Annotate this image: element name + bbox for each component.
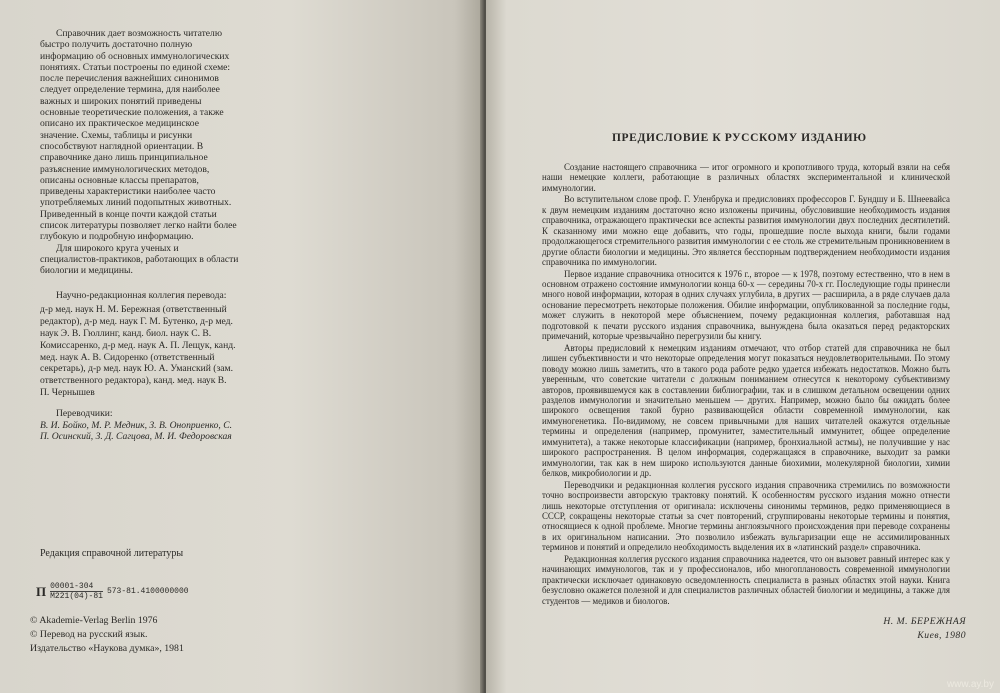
intro-block bbox=[40, 28, 240, 277]
page-title: ПРЕДИСЛОВИЕ К РУССКОМУ ИЗДАНИЮ bbox=[612, 132, 867, 144]
watermark: www.ay.by bbox=[946, 679, 994, 690]
preface-paragraph-4: Авторы предисловий к немецким изданиям отмечают, что отбор статей для справочника не был лишен субъективности и что некоторые определения могут показаться неудовлетворительными. По этому поводу можно лишь заметить, что в такого рода работе редко удается избежать недостатков. Можно быть уверенным, что советские читатели с должным пониманием отнесутся к некоторому субъективизму авторов, проявившемуся как в составлении библиографии, так и в слишком детальном освещении одних разделов иммунологии и значительно меньшем — других. Например, можно было бы ожидать более широкого освещения такой бурно развивающейся области современной иммунологии, как иммуногенетика. По-видимому, не совсем привычными для наших читателей окажутся отдельные термины и определения (например, промунитет, заместительный иммунитет, общее определение иммунитета), а также некоторые классификации (например, бронхиальной астмы), не получившие у нас широкого распространения. В целом информация, содержащаяся в справочнике, выходит за рамки иммунологии, так как в нем широко используются данные биохимии, молекулярной биологии, химии белков, микробиологии и др. bbox=[542, 342, 950, 479]
code-numerator: 00001-304 bbox=[50, 582, 103, 592]
publication-code bbox=[36, 582, 189, 601]
copyright-line-3: Издательство «Наукова думка», 1981 bbox=[30, 643, 184, 654]
code-tail: 573-81.4100000000 bbox=[106, 587, 189, 596]
code-letter: П bbox=[36, 584, 47, 599]
preface-paragraph-3: Первое издание справочника относится к 1976 г., второе — к 1978, поэтому естественно, что в нем в основном отражено состояние иммунологии конца 60-х — середины 70-х гг. Последующие годы принесли много новой информации, которая в одних случаях углубила, в других — расширила, а в ряде случаев дала основание пересмотреть некоторые положения. Обилие информации, опубликованной за последние годы, может служить в некоторой мере объяснением, почему редакционная коллегия, работавшая над подготовкой к печати русского издания справочника, вынуждена была оказаться перед редакторских примечаний, которые чрезвычайно перегрузили бы книгу. bbox=[542, 268, 950, 342]
intro-paragraph-1: Справочник дает возможность читателю быстро получить достаточно полную информацию об основных иммунологических понятиях. Статьи построены по единой схеме: после перечисления важнейших синонимов следует определение термина, для наиболее важных и широких понятий приведены основные теоретические положения, а также описано их практическое медицинское значение. Схемы, таблицы и рисунки способствуют наглядной ориентации. В справочнике дано лишь принципиальное разъяснение иммунологических методов, описаны основные классы препаратов, приведены характеристики наиболее часто употребляемых линий подопытных животных. Приведенный в конце почти каждой статьи список литературы позволяет легко найти более глубокую и подробную информацию. bbox=[40, 28, 237, 243]
preface-paragraph-1: Создание настоящего справочника — итог огромного и кропотливого труда, который взяли на себя наши немецкие коллеги, работающие в различных областях экспериментальной и клинической иммунологии. bbox=[542, 162, 950, 193]
translators-heading: Переводчики: bbox=[56, 407, 113, 419]
signature-name: Н. М. БЕРЕЖНАЯ bbox=[883, 616, 966, 628]
collegium-text: д-р мед. наук Н. М. Бережная (ответственный редактор), д-р мед. наук Г. М. Бутенко, д-р мед. наук Э. В. Гюллинг, канд. биол. наук С. В. Комиссаренко, д-р мед. наук А. П. Лещук, канд. мед. наук А. В. Сидоренко (ответственный секретарь), д-р мед. наук Ю. А. Уманский (зам. ответственного редактора), канд. мед. наук В. П. Чернышев bbox=[40, 304, 236, 398]
editorial-label: Редакция справочной литературы bbox=[40, 548, 184, 559]
copyright-line-1: © Akademie-Verlag Berlin 1976 bbox=[30, 615, 158, 626]
translators-text: В. И. Бойко, М. Р. Медник, З. В. Оноприенко, С. П. Осинский, З. Д. Сагцова, М. И. Федоровская bbox=[40, 419, 233, 443]
signature-place: Киев, 1980 bbox=[917, 630, 966, 642]
signature-block bbox=[542, 615, 966, 643]
intro-paragraph-2: Для широкого круга ученых и специалистов-практиков, работающих в области биологии и медицины. bbox=[40, 242, 239, 277]
preface-paragraph-6: Редакционная коллегия русского издания справочника надеется, что он вызовет равный интерес как у начинающих иммунологов, так и у профессионалов, ибо многоплановость современной иммунологии практически исключает одинаковую осведомленность специалиста в разных областях этой науки. Книга безусловно окажется полезной и для специалистов различных областей биологии и медицины, а также для студентов — медиков и биологов. bbox=[542, 553, 950, 606]
copyright-line-2: © Перевод на русский язык. bbox=[30, 629, 148, 640]
copyright-block bbox=[30, 614, 184, 656]
left-page bbox=[0, 0, 484, 693]
collegium-heading: Научно-редакционная коллегия перевода: bbox=[56, 289, 227, 301]
right-page bbox=[486, 0, 1000, 693]
code-fraction bbox=[50, 582, 103, 601]
preface-paragraph-5: Переводчики и редакционная коллегия русского издания справочника стремились по возможности точно воспроизвести авторскую трактовку понятий. К особенностям русского издания можно отнести лишь некоторые отступления от оригинала: исключены синонимы терминов, редко применяющиеся в СССР, сокращены некоторые статьи за счет повторений, сгруппированы некоторые термины и понятия, относящиеся к одной проблеме. Многие термины англоязычного происхождения при переводе сохранены в их оригинальном написании. Это позволило избежать вульгаризации еще не ассимилированных терминов и понятий и определило необходимость выделения их в «латинский раздел» справочника. bbox=[542, 479, 950, 553]
collegium-block bbox=[40, 290, 238, 444]
preface-paragraph-2: Во вступительном слове проф. Г. Уленбрука и предисловиях профессоров Г. Бундшу и Б. Шнеевайса к двум немецким изданиям достаточно ясно изложены причины, обусловившие необходимость издания справочника, отражающего практически все аспекты развития иммунологии двух последних десятилетий. К сказанному ими можно еще добавить, что годы, прошедшие после выхода книги, были годами продолжающегося стремительного развития иммунологии с ее столь же стремительным проникновением в другие области биологии и медицины. Это является бесспорным подтверждением необходимости издания справочника по иммунологии. bbox=[542, 194, 950, 268]
code-denominator: М221(04)-81 bbox=[50, 592, 103, 601]
